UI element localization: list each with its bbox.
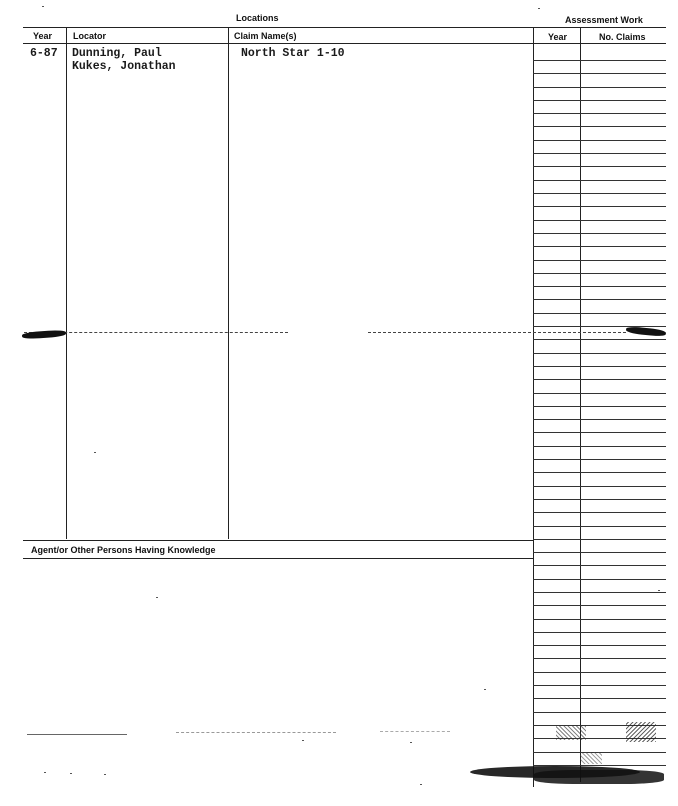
assessment-work-row-line <box>533 286 666 287</box>
scan-speck <box>104 774 106 775</box>
locations-group-header: Locations <box>236 13 279 23</box>
assessment-work-row-line <box>533 339 666 340</box>
assessment-work-row-line <box>533 459 666 460</box>
assessment-work-row-line <box>533 632 666 633</box>
assessment-work-row-line <box>533 526 666 527</box>
assessment-work-row-line <box>533 393 666 394</box>
no-claims-column-header: No. Claims <box>599 32 646 42</box>
assessment-work-row-line <box>533 419 666 420</box>
scan-noise-patch <box>626 722 656 742</box>
scan-speck <box>44 772 46 773</box>
scan-speck <box>70 773 72 774</box>
assessment-work-row-line <box>533 685 666 686</box>
assessment-work-row-line <box>533 353 666 354</box>
assessment-work-row-line <box>533 539 666 540</box>
right-edge-mark <box>626 326 667 337</box>
assessment-year-column-header: Year <box>548 32 568 42</box>
year-locator-divider <box>66 27 67 539</box>
assessment-work-row-line <box>533 592 666 593</box>
agent-section-rule <box>23 558 533 559</box>
assessment-work-row-line <box>533 100 666 101</box>
assessment-work-row-line <box>533 565 666 566</box>
assessment-work-row-line <box>533 446 666 447</box>
entry-claim-name: North Star 1-10 <box>241 47 345 60</box>
assessment-work-row-line <box>533 579 666 580</box>
agent-section-top-rule <box>23 540 533 541</box>
left-edge-mark <box>22 329 66 339</box>
assessment-work-row-line <box>533 193 666 194</box>
assessment-work-row-line <box>533 299 666 300</box>
assessment-work-group-header: Assessment Work <box>565 15 643 25</box>
assessment-work-row-line <box>533 645 666 646</box>
faint-dotted-line-1 <box>176 732 336 733</box>
assessment-work-row-line <box>533 472 666 473</box>
scan-speck <box>94 452 96 453</box>
assessment-work-row-line <box>533 366 666 367</box>
assessment-work-row-line <box>533 87 666 88</box>
entry-locator-1: Dunning, Paul <box>72 47 162 60</box>
assessment-work-row-line <box>533 260 666 261</box>
assessment-work-row-line <box>533 499 666 500</box>
assessment-work-row-line <box>533 233 666 234</box>
scan-speck <box>420 784 422 785</box>
claims-assessment-divider <box>533 27 534 787</box>
scan-speck <box>302 740 304 741</box>
scan-speck <box>42 6 44 7</box>
assessment-work-row-line <box>533 326 666 327</box>
assessment-work-row-line <box>533 379 666 380</box>
assessment-work-row-line <box>533 166 666 167</box>
assessment-work-row-line <box>533 698 666 699</box>
faint-signature-line <box>27 734 127 735</box>
header-bottom-rule <box>23 43 666 44</box>
assessment-work-row-line <box>533 246 666 247</box>
assessment-work-row-line <box>533 60 666 61</box>
assessment-work-row-line <box>533 313 666 314</box>
entry-locator-2: Kukes, Jonathan <box>72 60 176 73</box>
assessment-work-row-line <box>533 73 666 74</box>
assessment-work-row-line <box>533 273 666 274</box>
top-rule <box>23 27 666 28</box>
agent-section-label: Agent/or Other Persons Having Knowledge <box>31 545 216 555</box>
year-column-header: Year <box>33 31 53 41</box>
bottom-scan-smear-2 <box>534 770 664 784</box>
assessment-work-row-line <box>533 113 666 114</box>
scan-speck <box>156 597 158 598</box>
assessment-work-row-line <box>533 406 666 407</box>
assessment-work-row-line <box>533 658 666 659</box>
scan-noise-patch <box>556 726 586 740</box>
assessment-work-row-line <box>533 206 666 207</box>
scan-noise-patch <box>580 752 602 764</box>
scan-speck <box>484 689 486 690</box>
claim-names-column-header: Claim Name(s) <box>234 31 297 41</box>
assessment-work-row-line <box>533 619 666 620</box>
assessment-work-row-line <box>533 126 666 127</box>
assessment-work-row-line <box>533 512 666 513</box>
locator-claim-divider <box>228 27 229 539</box>
assessment-work-row-line <box>533 180 666 181</box>
faint-dotted-line-2 <box>380 731 450 732</box>
assessment-work-row-line <box>533 486 666 487</box>
locator-column-header: Locator <box>73 31 107 41</box>
scan-speck <box>658 590 660 591</box>
fold-line-right <box>368 332 626 333</box>
assessment-work-row-line <box>533 220 666 221</box>
assessment-work-row-line <box>533 140 666 141</box>
assessment-work-row-line <box>533 552 666 553</box>
assessment-work-row-line <box>533 605 666 606</box>
assessment-work-row-line <box>533 712 666 713</box>
entry-year: 6-87 <box>30 47 58 60</box>
scan-speck <box>410 742 412 743</box>
assessment-work-row-line <box>533 432 666 433</box>
scan-speck <box>538 8 540 9</box>
assessment-work-row-line <box>533 153 666 154</box>
assessment-work-row-line <box>533 672 666 673</box>
